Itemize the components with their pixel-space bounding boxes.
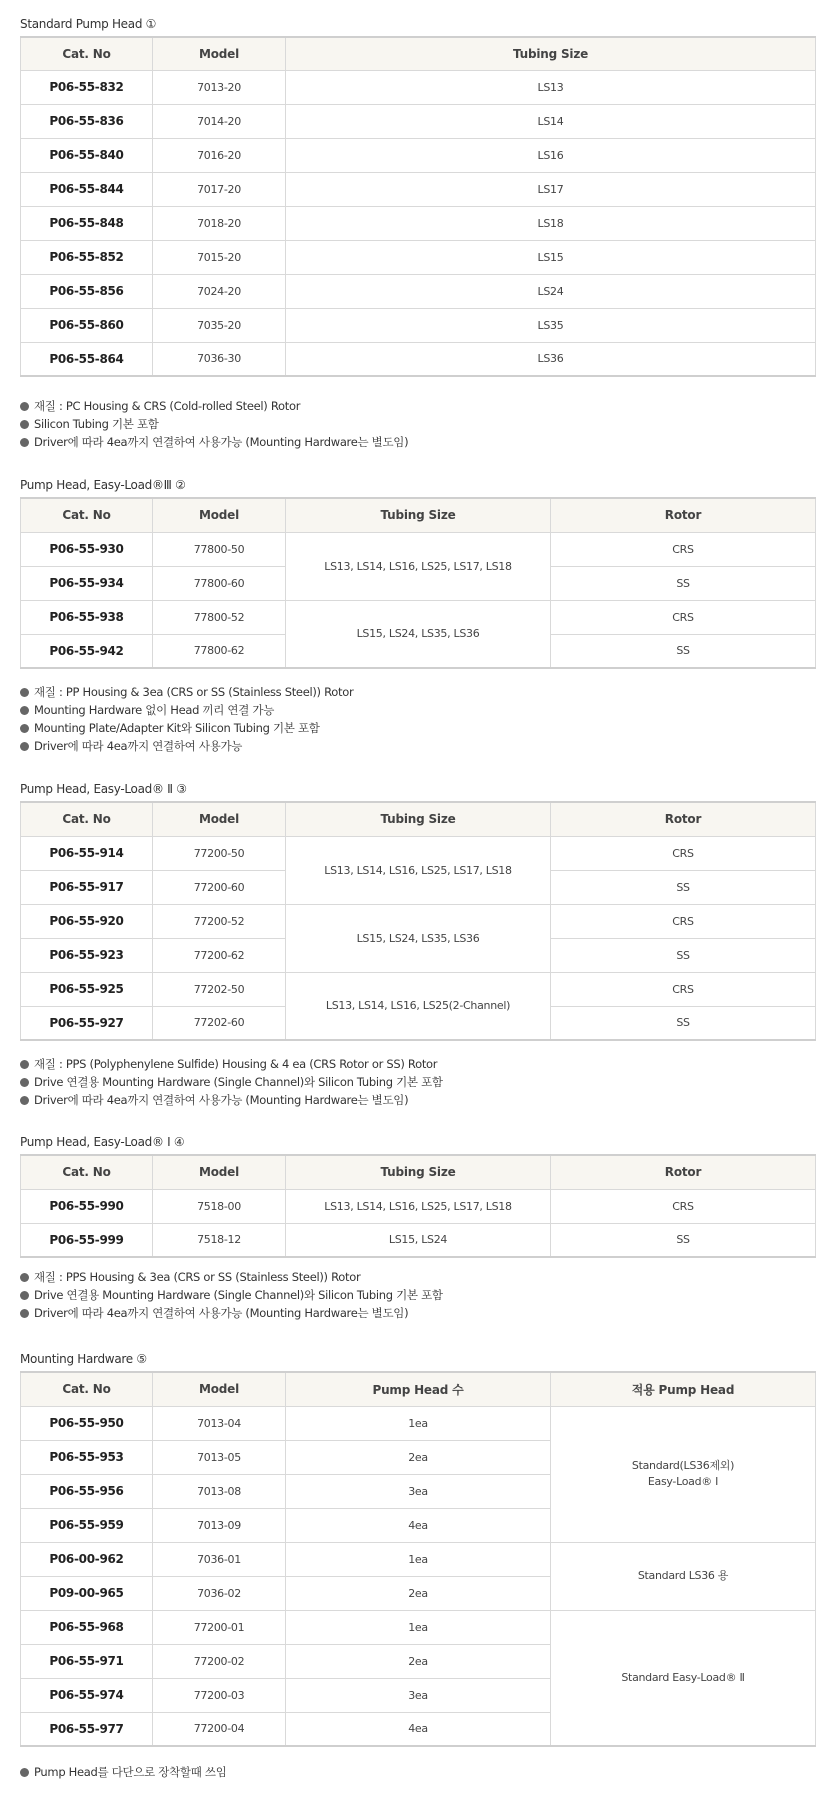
cat-no-cell: P06-55-953 — [21, 1440, 153, 1474]
tubing-cell: LS13, LS14, LS16, LS25, LS17, LS18 — [286, 532, 551, 600]
model-cell: 7036-02 — [153, 1576, 286, 1610]
note-item: Drive 연결용 Mounting Hardware (Single Channel)와 Silicon Tubing 기본 포함 — [20, 1286, 815, 1304]
cat-no-cell: P06-55-938 — [21, 600, 153, 634]
header-cat-no: Cat. No — [21, 1372, 153, 1406]
section-title: Pump Head, Easy-Load® Ⅰ ④ — [20, 1135, 185, 1149]
apply-cell — [551, 1610, 816, 1746]
table-row — [21, 240, 816, 274]
count-cell: 4ea — [286, 1712, 551, 1746]
note-item: Mounting Hardware 없이 Head 끼리 연결 가능 — [20, 701, 815, 719]
cat-no-cell: P06-55-914 — [21, 836, 153, 870]
cat-no-cell: P06-55-990 — [21, 1189, 153, 1223]
table-row — [21, 532, 816, 566]
apply-line: Standard Easy-Load® Ⅱ — [621, 1670, 745, 1684]
tubing-cell: LS15 — [286, 240, 816, 274]
count-cell: 2ea — [286, 1576, 551, 1610]
rotor-cell: CRS — [551, 904, 816, 938]
header-apply-pump-head: 적용 Pump Head — [551, 1372, 816, 1406]
count-cell: 1ea — [286, 1610, 551, 1644]
tubing-cell: LS15, LS24 — [286, 1223, 551, 1257]
header-cat-no: Cat. No — [21, 1155, 153, 1189]
apply-line: Standard LS36 용 — [637, 1569, 729, 1582]
cat-no-cell: P06-00-962 — [21, 1542, 153, 1576]
cat-no-cell: P06-55-852 — [21, 240, 153, 274]
header-rotor: Rotor — [551, 1155, 816, 1189]
cat-no-cell: P06-55-999 — [21, 1223, 153, 1257]
bullet-icon — [20, 688, 29, 697]
header-cat-no: Cat. No — [21, 498, 153, 532]
bullet-icon — [20, 1096, 29, 1105]
apply-cell — [551, 1542, 816, 1610]
section-standard-pump-head — [20, 15, 815, 377]
note-item: Driver에 따라 4ea까지 연결하여 사용가능 (Mounting Hardware는 별도임) — [20, 1091, 815, 1109]
tubing-cell: LS16 — [286, 138, 816, 172]
header-tubing-size: Tubing Size — [286, 37, 816, 70]
bullet-icon — [20, 420, 29, 429]
bullet-icon — [20, 1291, 29, 1300]
section-easy-load-2 — [20, 780, 815, 1041]
tubing-cell: LS15, LS24, LS35, LS36 — [286, 904, 551, 972]
model-cell: 7013-09 — [153, 1508, 286, 1542]
model-cell: 7036-30 — [153, 342, 286, 376]
cat-no-cell: P06-55-927 — [21, 1006, 153, 1040]
model-cell: 77800-62 — [153, 634, 286, 668]
table-row — [21, 904, 816, 938]
model-cell: 7024-20 — [153, 274, 286, 308]
cat-no-cell: P06-55-942 — [21, 634, 153, 668]
section-easy-load-3 — [20, 476, 815, 669]
bullet-icon — [20, 1309, 29, 1318]
header-pump-head-count: Pump Head 수 — [286, 1372, 551, 1406]
easy-load-1-table — [20, 1154, 816, 1258]
table-row — [21, 138, 816, 172]
apply-line: Standard(LS36제외) — [631, 1459, 735, 1472]
model-cell: 7013-05 — [153, 1440, 286, 1474]
model-cell: 7018-20 — [153, 206, 286, 240]
model-cell: 77200-50 — [153, 836, 286, 870]
section-mounting-hardware — [20, 1350, 815, 1747]
header-model: Model — [153, 802, 286, 836]
table-header-row — [21, 1372, 816, 1406]
tubing-cell: LS36 — [286, 342, 816, 376]
rotor-cell: SS — [551, 870, 816, 904]
model-cell: 77200-01 — [153, 1610, 286, 1644]
tubing-cell: LS24 — [286, 274, 816, 308]
section-title: Pump Head, Easy-Load® Ⅱ ③ — [20, 782, 187, 796]
tubing-cell: LS17 — [286, 172, 816, 206]
tubing-cell: LS13, LS14, LS16, LS25, LS17, LS18 — [286, 836, 551, 904]
rotor-cell: CRS — [551, 600, 816, 634]
cat-no-cell: P06-55-923 — [21, 938, 153, 972]
model-cell: 7017-20 — [153, 172, 286, 206]
apply-cell — [551, 1406, 816, 1542]
model-cell: 7036-01 — [153, 1542, 286, 1576]
table-row — [21, 172, 816, 206]
note-item: 재질 : PPS Housing & 3ea (CRS or SS (Stainless Steel)) Rotor — [20, 1268, 815, 1286]
model-cell: 77202-50 — [153, 972, 286, 1006]
model-cell: 77202-60 — [153, 1006, 286, 1040]
note-item: Drive 연결용 Mounting Hardware (Single Channel)와 Silicon Tubing 기본 포함 — [20, 1073, 815, 1091]
cat-no-cell: P06-55-836 — [21, 104, 153, 138]
model-cell: 7013-20 — [153, 70, 286, 104]
section-title: Mounting Hardware ⑤ — [20, 1352, 147, 1366]
count-cell: 1ea — [286, 1406, 551, 1440]
standard-pump-head-table — [20, 36, 816, 377]
note-item: 재질 : PPS (Polyphenylene Sulfide) Housing & 4 ea (CRS Rotor or SS) Rotor — [20, 1055, 815, 1073]
cat-no-cell: P06-55-856 — [21, 274, 153, 308]
model-cell: 7014-20 — [153, 104, 286, 138]
tubing-cell: LS35 — [286, 308, 816, 342]
cat-no-cell: P06-55-848 — [21, 206, 153, 240]
header-model: Model — [153, 37, 286, 70]
table-header-row — [21, 37, 816, 70]
section-title: Standard Pump Head ① — [20, 17, 157, 31]
tubing-cell: LS13, LS14, LS16, LS25, LS17, LS18 — [286, 1189, 551, 1223]
header-tubing-size: Tubing Size — [286, 1155, 551, 1189]
model-cell: 77800-52 — [153, 600, 286, 634]
cat-no-cell: P06-55-864 — [21, 342, 153, 376]
section-easy-load-1 — [20, 1133, 815, 1258]
note-item: Silicon Tubing 기본 포함 — [20, 415, 815, 433]
count-cell: 3ea — [286, 1678, 551, 1712]
rotor-cell: CRS — [551, 972, 816, 1006]
note-item: 재질 : PP Housing & 3ea (CRS or SS (Stainless Steel)) Rotor — [20, 683, 815, 701]
model-cell: 7016-20 — [153, 138, 286, 172]
bullet-icon — [20, 1060, 29, 1069]
table-row — [21, 600, 816, 634]
table-row — [21, 836, 816, 870]
count-cell: 2ea — [286, 1644, 551, 1678]
count-cell: 4ea — [286, 1508, 551, 1542]
tubing-cell: LS13, LS14, LS16, LS25(2-Channel) — [286, 972, 551, 1040]
rotor-cell: SS — [551, 566, 816, 600]
header-model: Model — [153, 498, 286, 532]
cat-no-cell: P06-55-844 — [21, 172, 153, 206]
count-cell: 1ea — [286, 1542, 551, 1576]
bullet-icon — [20, 1078, 29, 1087]
rotor-cell: CRS — [551, 532, 816, 566]
table-header-row — [21, 1155, 816, 1189]
table-row — [21, 70, 816, 104]
note-item: Driver에 따라 4ea까지 연결하여 사용가능 (Mounting Hardware는 별도임) — [20, 433, 815, 451]
header-rotor: Rotor — [551, 498, 816, 532]
note-item: Driver에 따라 4ea까지 연결하여 사용가능 — [20, 737, 815, 755]
bullet-icon — [20, 438, 29, 447]
table-row — [21, 972, 816, 1006]
cat-no-cell: P06-55-956 — [21, 1474, 153, 1508]
notes-section-1 — [20, 397, 815, 451]
table-row — [21, 104, 816, 138]
table-row — [21, 1406, 816, 1440]
table-header-row — [21, 498, 816, 532]
notes-section-3 — [20, 1055, 815, 1109]
note-item: Pump Head를 다단으로 장착할때 쓰임 — [20, 1763, 815, 1781]
table-header-row — [21, 802, 816, 836]
note-item: Driver에 따라 4ea까지 연결하여 사용가능 (Mounting Hardware는 별도임) — [20, 1304, 815, 1322]
rotor-cell: SS — [551, 1223, 816, 1257]
model-cell: 77200-02 — [153, 1644, 286, 1678]
cat-no-cell: P06-55-917 — [21, 870, 153, 904]
cat-no-cell: P06-55-974 — [21, 1678, 153, 1712]
bullet-icon — [20, 1273, 29, 1282]
table-row — [21, 1223, 816, 1257]
cat-no-cell: P09-00-965 — [21, 1576, 153, 1610]
cat-no-cell: P06-55-925 — [21, 972, 153, 1006]
model-cell: 77200-60 — [153, 870, 286, 904]
cat-no-cell: P06-55-971 — [21, 1644, 153, 1678]
rotor-cell: SS — [551, 634, 816, 668]
cat-no-cell: P06-55-959 — [21, 1508, 153, 1542]
notes-section-2 — [20, 683, 815, 755]
count-cell: 3ea — [286, 1474, 551, 1508]
header-cat-no: Cat. No — [21, 37, 153, 70]
note-item: 재질 : PC Housing & CRS (Cold-rolled Steel) Rotor — [20, 397, 815, 415]
model-cell: 7013-04 — [153, 1406, 286, 1440]
table-row — [21, 308, 816, 342]
model-cell: 77200-03 — [153, 1678, 286, 1712]
notes-section-4 — [20, 1268, 815, 1322]
cat-no-cell: P06-55-968 — [21, 1610, 153, 1644]
cat-no-cell: P06-55-920 — [21, 904, 153, 938]
table-row — [21, 274, 816, 308]
model-cell: 77800-60 — [153, 566, 286, 600]
easy-load-2-table — [20, 801, 816, 1041]
model-cell: 7518-00 — [153, 1189, 286, 1223]
cat-no-cell: P06-55-860 — [21, 308, 153, 342]
header-rotor: Rotor — [551, 802, 816, 836]
mounting-hardware-table — [20, 1371, 816, 1747]
rotor-cell: CRS — [551, 836, 816, 870]
rotor-cell: SS — [551, 1006, 816, 1040]
bullet-icon — [20, 724, 29, 733]
table-row — [21, 1542, 816, 1576]
cat-no-cell: P06-55-977 — [21, 1712, 153, 1746]
header-cat-no: Cat. No — [21, 802, 153, 836]
model-cell: 7518-12 — [153, 1223, 286, 1257]
cat-no-cell: P06-55-930 — [21, 532, 153, 566]
table-row — [21, 1610, 816, 1644]
model-cell: 7035-20 — [153, 308, 286, 342]
table-row — [21, 206, 816, 240]
header-model: Model — [153, 1155, 286, 1189]
cat-no-cell: P06-55-934 — [21, 566, 153, 600]
bullet-icon — [20, 706, 29, 715]
rotor-cell: CRS — [551, 1189, 816, 1223]
model-cell: 77200-04 — [153, 1712, 286, 1746]
tubing-cell: LS18 — [286, 206, 816, 240]
cat-no-cell: P06-55-840 — [21, 138, 153, 172]
tubing-cell: LS14 — [286, 104, 816, 138]
section-title: Pump Head, Easy-Load®Ⅲ ② — [20, 478, 186, 492]
bullet-icon — [20, 742, 29, 751]
bullet-icon — [20, 1768, 29, 1777]
model-cell: 77200-52 — [153, 904, 286, 938]
table-row — [21, 342, 816, 376]
notes-section-5 — [20, 1763, 815, 1781]
header-model: Model — [153, 1372, 286, 1406]
cat-no-cell: P06-55-832 — [21, 70, 153, 104]
header-tubing-size: Tubing Size — [286, 498, 551, 532]
cat-no-cell: P06-55-950 — [21, 1406, 153, 1440]
model-cell: 7015-20 — [153, 240, 286, 274]
model-cell: 7013-08 — [153, 1474, 286, 1508]
tubing-cell: LS13 — [286, 70, 816, 104]
apply-line: Easy-Load® Ⅰ — [647, 1475, 719, 1488]
tubing-cell: LS15, LS24, LS35, LS36 — [286, 600, 551, 668]
bullet-icon — [20, 402, 29, 411]
table-row — [21, 1189, 816, 1223]
count-cell: 2ea — [286, 1440, 551, 1474]
note-item: Mounting Plate/Adapter Kit와 Silicon Tubing 기본 포함 — [20, 719, 815, 737]
easy-load-3-table — [20, 497, 816, 669]
model-cell: 77800-50 — [153, 532, 286, 566]
header-tubing-size: Tubing Size — [286, 802, 551, 836]
model-cell: 77200-62 — [153, 938, 286, 972]
rotor-cell: SS — [551, 938, 816, 972]
